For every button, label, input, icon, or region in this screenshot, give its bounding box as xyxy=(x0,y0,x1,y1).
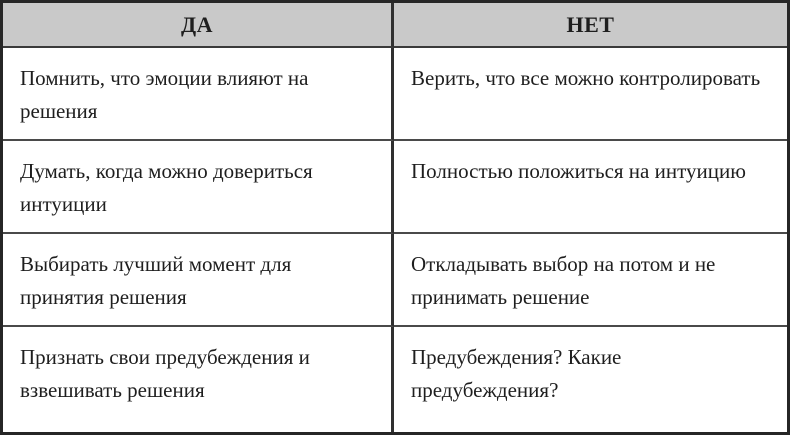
row-4-yes: Признать свои предубеждения и взвешивать решения xyxy=(3,327,394,432)
row-2-no: Полностью положиться на интуицию xyxy=(394,141,787,234)
row-3-no: Откладывать выбор на потом и не принимать решение xyxy=(394,234,787,327)
row-1-no: Верить, что все можно контролировать xyxy=(394,48,787,141)
row-4-no: Предубеждения? Какие предубеждения? xyxy=(411,345,622,402)
row-3-yes: Выбирать лучший момент для принятия решения xyxy=(3,234,394,327)
header-no: НЕТ xyxy=(394,3,787,48)
row-1-yes: Помнить, что эмоции влияют на решения xyxy=(3,48,394,141)
row-2-yes: Думать, когда можно довериться интуиции xyxy=(3,141,394,234)
header-yes: ДА xyxy=(3,3,394,48)
